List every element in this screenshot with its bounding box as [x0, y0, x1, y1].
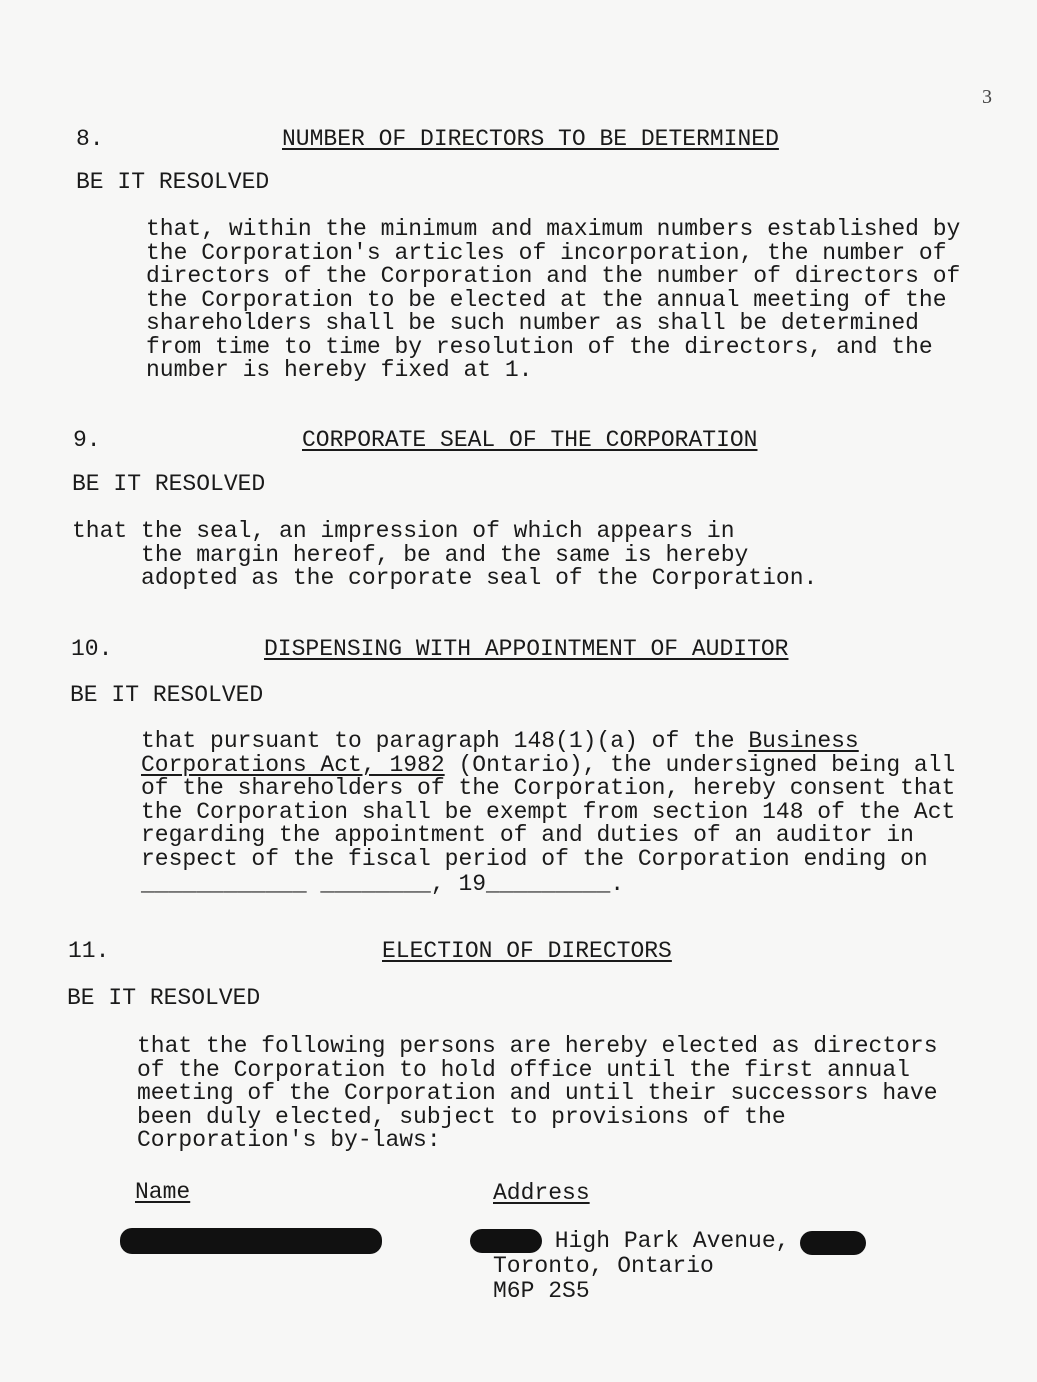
body-line: of the shareholders of the Corporation, hereby consent that [141, 775, 956, 801]
body-line: adopted as the corporate seal of the Corporation. [72, 565, 818, 591]
body-line: of the Corporation to hold office until the first annual [137, 1056, 910, 1083]
section-8-title: NUMBER OF DIRECTORS TO BE DETERMINED [282, 126, 779, 152]
body-line: the margin hereof, be and the same is hereby [72, 541, 749, 568]
section-11-number: 11. [68, 938, 110, 964]
redacted-unit-number [800, 1231, 866, 1255]
body-line: that the following persons are hereby elected as directors [137, 1033, 938, 1059]
section-10-resolved: BE IT RESOLVED [70, 682, 264, 708]
section-9-title: CORPORATE SEAL OF THE CORPORATION [302, 427, 758, 453]
act-reference: Business [748, 728, 859, 754]
section-9-number: 9. [73, 427, 101, 453]
body-line: been duly elected, subject to provisions of the [137, 1103, 786, 1130]
section-8-body [146, 218, 960, 383]
act-reference: Corporations Act, 1982 [141, 751, 445, 778]
address-line: M6P 2S5 [493, 1278, 590, 1304]
body-line: Corporation's by-laws: [137, 1127, 441, 1153]
section-10-number: 10. [71, 636, 113, 662]
body-text: (Ontario), the undersigned being all [444, 751, 956, 778]
address-line: Toronto, Ontario [493, 1253, 714, 1279]
body-line: the Corporation to be elected at the annual meeting of the [146, 286, 947, 313]
name-column-header: Name [135, 1179, 191, 1205]
redacted-name [120, 1228, 382, 1254]
page-number: 3 [982, 86, 992, 108]
body-line: the Corporation's articles of incorporation, the number of [146, 239, 947, 266]
body-line: number is hereby fixed at 1. [146, 357, 533, 383]
body-line: from time to time by resolution of the directors, and the [146, 333, 933, 360]
section-10-body [141, 730, 955, 897]
body-line: the Corporation shall be exempt from section 148 of the Act [141, 798, 956, 825]
section-8-resolved: BE IT RESOLVED [76, 169, 270, 195]
section-10-title: DISPENSING WITH APPOINTMENT OF AUDITOR [264, 636, 789, 662]
section-11-title: ELECTION OF DIRECTORS [382, 938, 672, 964]
section-11-resolved: BE IT RESOLVED [67, 985, 261, 1011]
body-line: regarding the appointment of and duties of an auditor in [141, 822, 914, 848]
redacted-street-number [470, 1229, 542, 1253]
section-9-body [72, 520, 817, 591]
body-text: that pursuant to paragraph 148(1)(a) of the [141, 728, 749, 754]
body-line: shareholders shall be such number as shall be determined [146, 310, 919, 336]
section-9-resolved: BE IT RESOLVED [72, 471, 266, 497]
body-line: respect of the fiscal period of the Corporation ending on [141, 845, 928, 872]
section-11-body [137, 1035, 938, 1153]
body-line: directors of the Corporation and the number of directors of [146, 263, 961, 289]
body-line: that, within the minimum and maximum numbers established by [146, 216, 961, 242]
body-line: that the seal, an impression of which appears in [72, 518, 735, 544]
address-column-header: Address [493, 1180, 590, 1206]
date-blank-line: ____________ ________, 19_________. [141, 871, 625, 897]
body-line: meeting of the Corporation and until their successors have [137, 1080, 938, 1106]
address-line: High Park Avenue, [541, 1228, 790, 1254]
section-8-number: 8. [76, 126, 104, 152]
